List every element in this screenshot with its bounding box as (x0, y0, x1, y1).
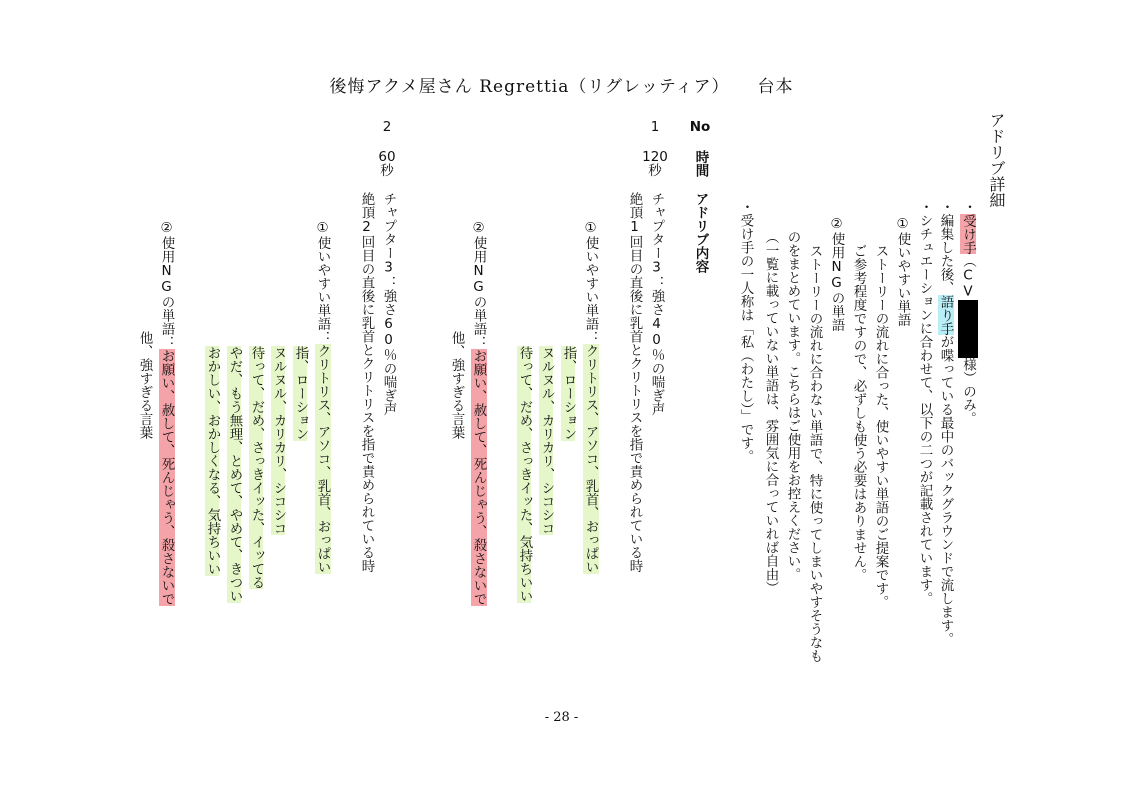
row2-no: 2 (382, 119, 392, 135)
row2-other: 他、強すぎる言葉 (136, 331, 153, 439)
row2-easy-line-5: やだ、もう無理、とめて、やめて、きつい (226, 346, 243, 603)
row1-easy-line-4: 待って、だめ、さっきイッた、気持ちいい (516, 346, 533, 603)
row1-chapter: チャプター3：強さ40％の喘ぎ声 (648, 192, 665, 416)
row1-easy-line-3: ヌルヌル、カリカリ、シコシコ (538, 346, 555, 535)
row2-chapter: チャプター3：強さ60％の喘ぎ声 (380, 192, 397, 416)
row2-desc: 絶頂2回目の直後に乳首とクリトリスを指で責められている時 (358, 192, 375, 573)
row1-other: 他、強すぎる言葉 (448, 331, 465, 439)
adlib-line-7: ②使用NGの単語 (828, 216, 845, 332)
row2-ng-line: ②使用NGの単語：お願い、赦して、死んじゃう、殺さないで (158, 220, 175, 606)
row2-easy-line-6: おかしい、おかしくなる、気持ちいい (204, 346, 221, 576)
adlib-line-3: ・シチュエーションに合わせて、以下の二つが記載されています。 (916, 200, 933, 605)
adlib-heading: アドリブ詳細 (987, 112, 1006, 208)
row2-easy-line-1: ①使いやすい単語：クリトリス、アソコ、乳首、おっぱい (314, 220, 331, 574)
adlib-line-1: ・受け手（CV様）のみ。 (960, 200, 976, 425)
title-suffix: 台本 (757, 77, 794, 97)
row1-easy-line-2: 指、ローション (560, 346, 577, 441)
row2-time-value: 60 (378, 149, 396, 165)
receiver-highlight: 受け手 (960, 213, 976, 254)
page-number: - 28 - (544, 710, 579, 725)
row1-ng-line: ②使用NGの単語：お願い、赦して、死んじゃう、殺さないで (470, 220, 487, 606)
page-title (0, 72, 1123, 97)
row1-time-unit: 秒 (648, 163, 662, 179)
title-main: 後悔アクメ屋さん Regrettia（リグレッティア） (329, 77, 730, 97)
adlib-line-9: のをまとめています。こちらはご使用をお控えください。 (784, 230, 801, 581)
row2-easy-line-2: 指、ローション (292, 346, 309, 441)
adlib-line-10: （一覧に載っていない単語は、雰囲気に合っていれば自由） (762, 230, 779, 595)
row2-time-unit: 秒 (380, 163, 394, 179)
row1-time-value: 120 (642, 149, 668, 165)
narrator-highlight: 語り手 (937, 294, 954, 335)
header-no: No (689, 119, 711, 135)
adlib-line-6: ご参考程度ですので、必ずしも使う必要はありません。 (850, 244, 867, 582)
redaction-block (958, 300, 978, 358)
row1-no: 1 (650, 119, 660, 135)
adlib-line-2: ・編集した後、語り手が喋っている最中のバックグラウンドで流します。 (937, 200, 954, 646)
adlib-line-4: ①使いやすい単語 (894, 216, 911, 327)
row1-easy-line-1: ①使いやすい単語：クリトリス、アソコ、乳首、おっぱい (582, 220, 599, 574)
adlib-line-11: ・受け手の一人称は「私（わたし）」です。 (737, 200, 754, 464)
row2-easy-line-4: 待って、だめ、さっきイッた、イッてる (248, 346, 265, 589)
adlib-line-5: ストーリーの流れに合った、使いやすい単語のご提案です。 (872, 244, 889, 609)
header-content: アドリブ内容 (692, 192, 709, 273)
adlib-line-8: ストーリーの流れに合わない単語で、特に使ってしまいやすそうなも (806, 244, 823, 663)
row1-desc: 絶頂1回目の直後に乳首とクリトリスを指で責められている時 (626, 192, 643, 573)
header-time: 時間 (692, 150, 709, 177)
row2-easy-line-3: ヌルヌル、カリカリ、シコシコ (270, 346, 287, 535)
